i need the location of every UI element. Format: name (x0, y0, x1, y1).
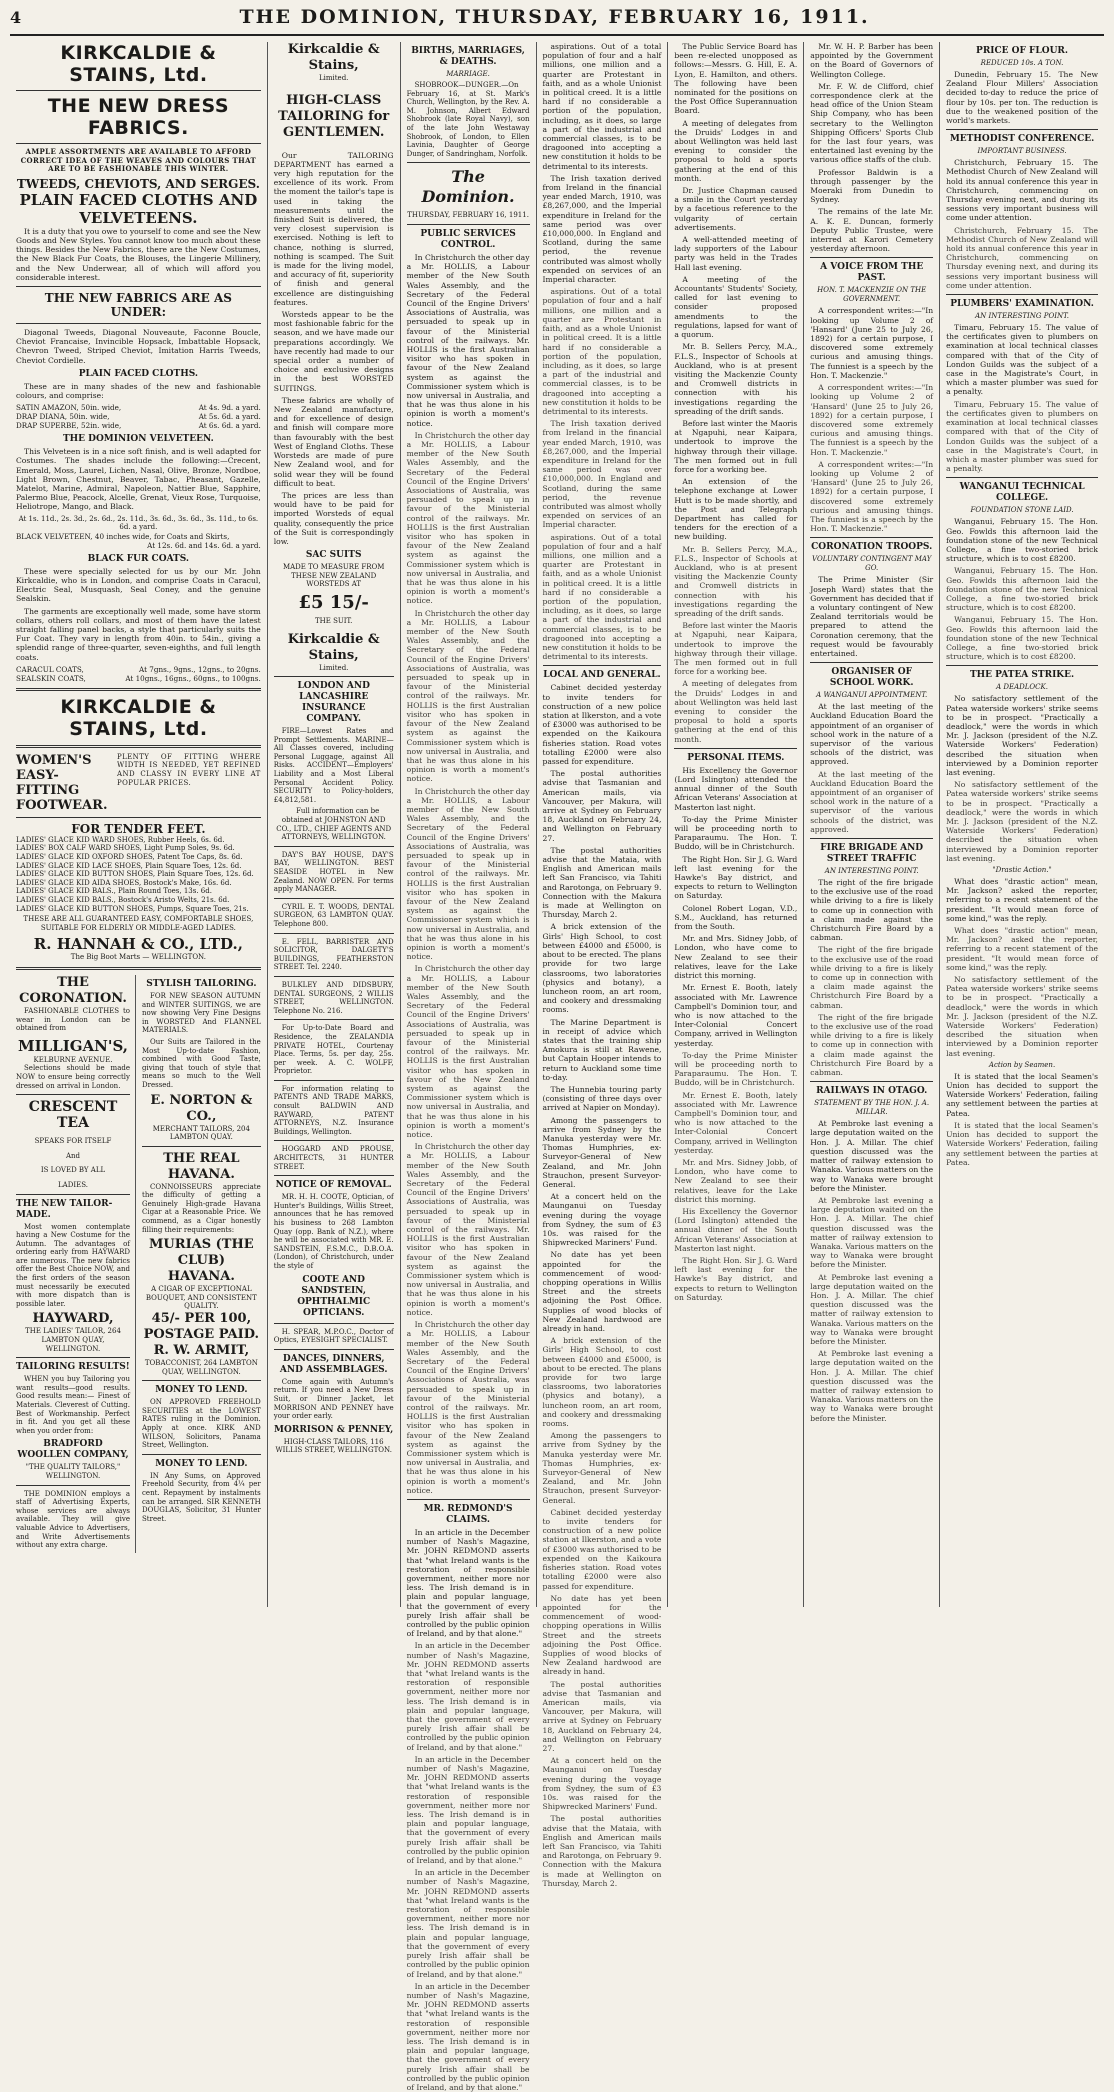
fire-brigade-heading: FIRE BRIGADE AND STREET TRAFFIC (820, 843, 924, 865)
coronation-troops-subheading: VOLUNTARY CONTINGENT MAY GO. (812, 555, 932, 573)
armit-heading: R. W. ARMIT, (153, 1343, 250, 1359)
stylish-text: FOR NEW SEASON AUTUMN and WINTER SUITINGS, we are now showing Very Fine Designs in WORSTED And FLANNEL MATERIALS. (142, 991, 261, 1035)
news-item: A meeting of delegates from the Druids' Lodges in and about Wellington was held last evening to consider the proposal to hold a sports gathering at the end of this month. (674, 679, 798, 744)
new-dress-fabrics-heading: THE NEW DRESS FABRICS. (47, 95, 230, 139)
flour-heading: PRICE OF FLOUR. (976, 46, 1069, 56)
personal-item: Colonel Robert Logan, V.D., S.M., Auckland, has returned from the South. (674, 903, 798, 932)
shoe-item: LADIES' GLACE KID AIDA SHOES, Bostock's Make, 16s. 6d. (16, 878, 232, 887)
wanganui-heading: WANGANUI TECHNICAL COLLEGE. (959, 482, 1085, 504)
crescent-tea-heading: CRESCENT TEA (28, 1099, 118, 1132)
news-item: The postal authorities advise that the Mataia, with English and American mails left San Francisco, via Tahiti and Rarotonga, on February 9. Connection with the Makura is made at Wellington on Thursday, March 2. (542, 845, 662, 920)
redmond-continued: In an article in the December number of Nash's Magazine, Mr. JOHN REDMOND asserts that "what Ireland wants is the restoration of responsible government, neither more nor less. The Irish demand is in plain and popular language, that the government of every purely Irish affair shall be controlled by the public opinion of Ireland, and by that alone." (406, 1754, 530, 1866)
morrison-heading: MORRISON & PENNEY, (274, 1424, 394, 1435)
shoe-item: LADIES' GLACE KID BUTTON SHOES, Plain Square Toes, 12s. 6d. (16, 870, 254, 879)
methodist-text: Christchurch, February 15. The Methodist Church of New Zealand will hold its annual conference this year in Christchurch, commencing on Thursday evening next, and during its sessions very important business will come under attention. (946, 225, 1098, 290)
shoe-item: LADIES' GLACE KID LACE SHOES, Plain Square Toes, 12s. 6d. (16, 861, 242, 870)
news-item: Professor Baldwin is a through passenger by the Moeraki from Dunedin to Sydney. (810, 167, 934, 205)
fire-brigade-text: The right of the fire brigade to the exclusive use of the road while driving to a fire is likely to come up in connection with a claim made against the Christchurch Fire Board by a cabman. (810, 878, 934, 943)
shoe-item: LADIES' GLACE KID WARD SHOES, Rubber Heels, 6s. 6d. (16, 835, 225, 844)
sac-suits-sub: MADE TO MEASURE FROM THESE NEW ZEALAND WORSTEDS AT (282, 563, 385, 589)
news-item: No date has yet been appointed for the commencement of wood-chopping operations in Willis Street and the streets adjoining the Post Office. Supplies of wood blocks of New Zealand hardwood are already in hand. (542, 1250, 662, 1334)
organiser-subheading: A WANGANUI APPOINTMENT. (816, 691, 928, 700)
news-item: The postal authorities advise that Tasmanian and American mails, via Vancouver, per Makura, will arrive at Sydney on February 18, Auckland on February 24, and Wellington on February 27. (542, 1679, 662, 1753)
coronation-ad-text: FASHIONABLE CLOTHES to wear in London can be obtained from (16, 1006, 130, 1033)
money-text: ON APPROVED FREEHOLD SECURITIES at the LOWEST RATES ruling in the Dominion. Apply at once. KIRK AND WILSON, Solicitors, Panama Street, Wellington. (142, 1398, 261, 1450)
editorial-continued: In Christchurch the other day a Mr. HOLLIS, a Labour member of the New South Wales Assembly, and the Secretary of the Federal Council of the Engine Drivers' Associations of Australia, was persuaded to speak up in favour of the Ministerial control of the railways. Mr. HOLLIS is the first Australian visitor who has spoken in favour of the New Zealand system as against the Commissioner system which is now universal in Australia, and that he was thus alone in his opinion is worth a moment's notice. (406, 786, 530, 962)
insurance-text: FIRE—Lowest Rates and Prompt Settlements. MARINE—All Classes covered, including Personal Luggage, against All Risks. ACCIDENT—Employers' Liability and a Most Liberal Personal Accident Policy. SECURITY to Policy-holders, £4,812,581. (273, 727, 394, 804)
sac-suits: SAC SUITS (305, 550, 362, 561)
column-6-news (804, 42, 940, 1607)
organiser-text: At the last meeting of the Auckland Education Board the appointment of an organiser of school work in the nature of a supervisor of the various schools of the district, was approved. (810, 769, 934, 834)
insurance-agents: Full information can be obtained at JOHNSTON AND CO., LTD., CHIEF AGENTS AND ATTORNEYS, WELLINGTON. (276, 807, 392, 842)
wanganui-subheading: FOUNDATION STONE LAID. (970, 506, 1074, 515)
milligans-address: KELBURNE AVENUE. (33, 1055, 113, 1064)
local-general-heading: LOCAL AND GENERAL. (543, 670, 661, 681)
norton-heading: E. NORTON & CO., (150, 1092, 253, 1124)
removal-text: MR. H. H. COOTE, Optician, of Hunter's Buildings, Willis Street, announces that he has removed his business to 268 Lambton Quay (opp. Bank of N.Z.), where he will be associated with MR. E. SANDSTEIN, F.S.M.C., D.B.O.A. (London), of Christchurch, under the style of (273, 1193, 394, 1270)
lower-ads (16, 975, 261, 1553)
kirkcaldie-heading-2: KIRKCALDIE & STAINS, Ltd. (60, 695, 217, 740)
methodist-text: Christchurch, February 15. The Methodist Church of New Zealand will hold its annual conference this year in Christchurch, commencing on Thursday evening next, and during its sessions very important business will come under attention. (946, 158, 1098, 223)
fire-brigade-text: The right of the fire brigade to the exclusive use of the road while driving to a fire is likely to come up in connection with a claim made against the Christchurch Fire Board by a cabman. (810, 945, 934, 1010)
spear-ad: H. SPEAR, M.P.O.C., Doctor of Optics, EYESIGHT SPECIALIST. (273, 1327, 394, 1345)
article-text: The Irish taxation derived from Ireland in the financial year ended March, 1910, was £8,267,000, and the Imperial expenditure in Ireland for the same period was over £10,000,000. In England and Scotland, during the same period, the revenue contributed was almost wholly expended on services of an Imperial character. (542, 173, 662, 285)
new-fabrics-heading: THE NEW FABRICS ARE AS UNDER: (44, 291, 232, 319)
advertising-note: THE DOMINION employs a staff of Advertising Experts, whose services are always available. They will give valuable Advice to Advertisers, and Write Advertisements without any extra charge. (16, 1489, 130, 1550)
coote-heading: COOTE AND SANDSTEIN, OPHTHALMIC OPTICIANS. (297, 1274, 371, 1318)
tailoring-paragraph-3: These fabrics are wholly of New Zealand manufacture, and for excellence of design and finish will compare more than favourably with the best West of England Cloths. These Worsteds are made of pure New Zealand wool, and for solid wear they will be found difficult to beat. (273, 395, 394, 488)
murias-price: 45/- PER 100, POSTAGE PAID. (143, 1311, 260, 1343)
wanganui-text: Wanganui, February 15. The Hon. Geo. Fowlds this afternoon laid the foundation stone of the new Technical College, a fine two-storied brick structure, which is to cost £8200. (946, 566, 1098, 613)
news-item: The Hunnebia touring party (consisting of three days over arrived at Napier on Monday). (542, 1084, 662, 1113)
plumbers-subheading: AN INTERESTING POINT. (975, 312, 1069, 321)
kirkcaldie-tailoring-firm: Kirkcaldie & Stains, (287, 42, 380, 73)
news-item: A meeting of the Accountants' Students' Society, called for last evening to consider proposed amendments to the regulations, lapsed for want of a quorum. (674, 274, 798, 340)
news-item: Mr. B. Sellers Percy, M.A., F.L.S., Inspector of Schools at Auckland, who is at present visiting the Mackenzie County and Cromwell districts in connection with his investigations regarding the spreading of the drift sands. (674, 342, 798, 416)
plain-faced-heading: PLAIN FACED CLOTHS AND VELVETEENS. (19, 190, 258, 227)
births-heading: BIRTHS, MARRIAGES, & DEATHS. (411, 46, 525, 67)
plumbers-heading: PLUMBERS' EXAMINATION. (950, 299, 1094, 310)
voice-subheading: HON. T. MACKENZIE ON THE GOVERNMENT. (817, 286, 927, 304)
personal-heading: PERSONAL ITEMS. (687, 752, 785, 763)
kirkcaldie-firm-2: Kirkcaldie & Stains, (287, 631, 380, 663)
patea-text-2: No satisfactory settlement of the Patea waterside workers' strike seems to be in prospect. "Practically a deadlock," were the words in which Mr. J. Jackson (president of the N.Z. Waterside Workers' Federation) described the situation when interviewed by a Dominion reporter last evening. (946, 975, 1098, 1058)
morrison-sub: HIGH-CLASS TAILORS, 116 WILLIS STREET, WELLINGTON. (275, 1437, 392, 1455)
hoggard-ad: HOGGARD AND PROUSE, ARCHITECTS, 31 HUNTER STREET. (273, 1145, 394, 1171)
norton-sub: MERCHANT TAILORS, 204 LAMBTON QUAY. (152, 1124, 250, 1142)
days-bay-ad: DAY'S BAY HOUSE, DAY'S BAY, WELLINGTON. BEST SEASIDE HOTEL in New Zealand. NOW OPEN. For terms apply MANAGER. (273, 850, 394, 894)
railways-text: At Pembroke last evening a large deputation waited on the Hon. J. A. Millar. The chief question discussed was the matter of railway extension to Wanaka. Various matters on the way to Wanaka were brought before the Minister. (810, 1119, 934, 1193)
news-item: The remains of the late Mr. A. K. E. Duncan, formerly Deputy Public Trustee, were interred at Karori Cemetery yesterday afternoon. (810, 207, 934, 254)
money-heading-2: MONEY TO LEND. (155, 1458, 248, 1469)
stylish-heading: STYLISH TAILORING. (146, 978, 257, 989)
bradford-sub: "THE QUALITY TAILORS," WELLINGTON. (25, 1463, 121, 1480)
news-item: An extension of the telephone exchange at Lower Hutt is to be made shortly, and the Post and Telegraph Department has called for tenders for the erection of a new building. (674, 477, 798, 542)
fell-ad: E. FELL, BARRISTER AND SOLICITOR, DALGETY'S BUILDINGS, FEATHERSTON STREET. Tel. 2240. (273, 937, 394, 972)
shoe-item: LADIES' GLACE KID BALS., Plain Round Toes, 13s. 6d. (16, 887, 212, 896)
personal-item: To-day the Prime Minister will be proceeding north to Paraparaumu. The Hon. T. Buddo, will be in Christchurch. (674, 1050, 798, 1088)
fur-coats-heading: BLACK FUR COATS. (87, 553, 190, 564)
crescent-line: LADIES. (58, 1180, 88, 1189)
patea-text: No satisfactory settlement of the Patea waterside workers' strike seems to be in prospect. "Practically a deadlock," were the words in which Mr. J. Jackson (president of the N.Z. Waterside Workers' Federation) described the situation when interviewed by a Dominion reporter last evening. (946, 694, 1098, 777)
plumbers-text: Timaru, February 15. The value of the certificates given to plumbers on examination at local technical classes compared with that of the City of London Guilds was the subject of a case in the Magistrate's Court, in which a master plumber was sued for a penalty. (946, 323, 1098, 397)
removal-heading: NOTICE OF REMOVAL. (275, 1180, 392, 1191)
armit-sub: TOBACCONIST, 264 LAMBTON QUAY, WELLINGTON. (144, 1359, 258, 1376)
redmond-continued: In an article in the December number of Nash's Magazine, Mr. JOHN REDMOND asserts that "what Ireland wants is the restoration of responsible government, neither more nor less. The Irish demand is in plain and popular language, that the government of every purely Irish affair shall be controlled by the public opinion of Ireland, and by that alone." (406, 1641, 530, 1752)
kirkcaldie-heading: KIRKCALDIE & STAINS, Ltd. (60, 42, 217, 86)
price-row: SATIN AMAZON, 50in. wide, At 4s. 9d. a yard. (16, 403, 261, 413)
railways-heading: RAILWAYS IN OTAGO. (816, 1086, 928, 1097)
news-item: Mr. B. Sellers Percy, M.A., F.L.S., Inspector of Schools at Auckland, who is at present visiting the Mackenzie County and Cromwell districts in connection with his investigations regarding the spreading of the drift sands. (674, 544, 798, 618)
flour-subheading: REDUCED 10s. A TON. (980, 59, 1064, 67)
article-text: aspirations. Out of a total population of four and a half millions, one million and a quarter are Protestant in faith, and as a whole Unionist in political creed. It is a little hard if no considerable a portion of the population, including, as it does, so large a part of the industrial and commercial classes, is to be dragooned into accepting a new constitution it holds to be detrimental to its interests. (542, 42, 662, 171)
murias-heading: MURIAS (THE CLUB) HAVANA. (149, 1237, 254, 1285)
news-item: No date has yet been appointed for the commencement of wood-chopping operations in Willis Street and the streets adjoining the Post Office. Supplies of wood blocks of New Zealand hardwood are already in hand. (542, 1593, 662, 1677)
price-row: DRAP SUPERBE, 52in. wide, At 6s. 6d. a yard. (16, 421, 261, 431)
fabrics-list: Diagonal Tweeds, Diagonal Nouveaute, Faconne Boucle, Cheviot Francaise, Invincible Hopsack, Imbattable Hopsack, Chevron Tweed, Striped Cheviot, Imitation Harris Tweeds, Cheviot Cordielle. (16, 328, 261, 365)
milligans-text: Selections should be made NOW to ensure being correctly dressed on arrival in London. (16, 1064, 130, 1090)
velveteen-paragraph: This Velveteen is in a nice soft finish, and is well adapted for Costumes. The shades include the following:—Crecent, Emerald, Moss, Laurel, Lichen, Nasal, Olive, Bronze, Nordboe, Light Brown, Chestnut, Beaver, Tabac, Pheasant, Gazelle, Matelot, Marine, Admiral, Napoleon, Nattier Blue, Sapphire, Palermo Blue, Peacock, Alcelle, Grenat, Vieux Rose, Turquoise, Heliotrope, Mango, and Black. (16, 447, 261, 512)
columns (10, 42, 1104, 2092)
stylish-text-2: Our Suits are Tailored in the Most Up-to-date Fashion, combined with Good Taste, giving that touch of style that means so much to the Well Dressed. (142, 1037, 261, 1089)
plain-faced-cloths: PLAIN FACED CLOTHS. (78, 368, 199, 379)
news-item: The postal authorities advise that the Mataia, with English and American mails left San Francisco, via Tahiti and Rarotonga, on February 9. Connection with the Makura is made at Wellington on Thursday, March 2. (542, 1814, 662, 1888)
methodist-subheading: IMPORTANT BUSINESS. (977, 147, 1067, 156)
editorial-continued: In Christchurch the other day a Mr. HOLLIS, a Labour member of the New South Wales Assembly, and the Secretary of the Federal Council of the Engine Drivers' Associations of Australia, was persuaded to speak up in favour of the Ministerial control of the railways. Mr. HOLLIS is the first Australian visitor who has spoken in favour of the New Zealand system as against the Commissioner system which is now universal in Australia, and that he was thus alone in his opinion is worth a moment's notice. (406, 430, 530, 606)
news-item: The Public Service Board has been re-elected unopposed as follows:—Messrs. G. Hill, E. A. Lyon, E. Hamilton, and others. The following have been nominated for the positions on the Post Office Superannuation Board. (674, 42, 798, 116)
news-item: Dr. Justice Chapman caused a smile in the Court yesterday by a facetious reference to the vulgarity of certain advertisements. (674, 186, 798, 232)
editorial-continued: In Christchurch the other day a Mr. HOLLIS, a Labour member of the New South Wales Assembly, and the Secretary of the Federal Council of the Engine Drivers' Associations of Australia, was persuaded to speak up in favour of the Ministerial control of the railways. Mr. HOLLIS is the first Australian visitor who has spoken in favour of the New Zealand system as against the Commissioner system which is now universal in Australia, and that he was thus alone in his opinion is worth a moment's notice. (406, 1320, 530, 1495)
personal-item: Mr. and Mrs. Sidney Jobb, of London, who have come to New Zealand to see their relatives, leave for the Lake district this morning. (674, 1157, 798, 1204)
railways-text: At Pembroke last evening a large deputation waited on the Hon. J. A. Millar. The chief question discussed was the matter of railway extension to Wanaka. Various matters on the way to Wanaka were brought before the Minister. (810, 1195, 934, 1270)
news-item: Before last winter the Maoris at Ngapuhi, near Kaipara, undertook to improve the highway through their village. The men formed out in full force for a working bee. (674, 621, 798, 677)
personal-item: Mr. Ernest E. Booth, lately associated with Mr. Lawrence Campbell's Dominion tour, and who is now attached to the Inter-Colonial Concert Company, arrived in Wellington yesterday. (674, 1090, 798, 1155)
fire-brigade-text: The right of the fire brigade to the exclusive use of the road while driving to a fire is likely to come up in connection with a claim made against the Christchurch Fire Board by a cabman. (810, 1012, 934, 1078)
patents-ad: For information relating to PATENTS AND TRADE MARKS, consult BALDWIN AND RAYWARD, PATENT ATTORNEYS, N.Z. Insurance Buildings, Wellington. (273, 1084, 394, 1136)
editorial-heading: PUBLIC SERVICES CONTROL. (420, 228, 516, 250)
price-row: BLACK VELVETEEN, 40 inches wide, for Coats and Skirts, (16, 531, 230, 541)
price-row: At 12s. 6d. and 14s. 6d. a yard. (147, 540, 261, 550)
column-1-advertisements (10, 42, 268, 1607)
redmond-continued: In an article in the December number of Nash's Magazine, Mr. JOHN REDMOND asserts that "what Ireland wants is the restoration of responsible government, neither more nor less. The Irish demand is in plain and popular language, that the government of every purely Irish affair shall be controlled by the public opinion of Ireland, and by that alone." (406, 1981, 530, 2092)
crescent-line: SPEAKS FOR ITSELF (34, 1137, 112, 1146)
redmond-heading: MR. REDMOND'S CLAIMS. (423, 1503, 513, 1525)
personal-item: The Right Hon. Sir J. G. Ward left last evening for the Hawke's Bay district, and expects to return to Wellington on Saturday. (674, 1255, 798, 1302)
fur-paragraph-2: The garments are exceptionally well made, some have storm collars, others roll collars, and most of them have the latest straight falling panel backs, a style that particularly suits the Fur Coat. They vary in length from 40in. to 54in., giving a splendid range of three-quarter, seven-eighths, and full length coats. (16, 606, 261, 662)
column-5-news (668, 42, 804, 1607)
news-item: At a concert held on the Maunganui on Tuesday evening during the voyage from Sydney, the sum of £3 10s. was raised for the Shipwrecked Mariners' Fund. (542, 1756, 662, 1812)
tweeds-heading: TWEEDS, CHEVIOTS, AND SERGES. (16, 176, 260, 191)
bradford-heading: TAILORING RESULTS! (16, 1362, 130, 1373)
article-text: aspirations. Out of a total population of four and a half millions, one million and a quarter are Protestant in faith, and as a whole Unionist in political creed. It is a little hard if no considerable a portion of the population, including, as it does, so large a part of the industrial and commercial classes, is to be dragooned into accepting a new constitution it holds to be detrimental to its interests. (542, 532, 662, 662)
railways-subheading: STATEMENT BY THE HON. J. A. MILLAR. (814, 1099, 930, 1117)
tailor-heading: THE NEW TAILOR-MADE. (16, 1198, 113, 1220)
footwear-ad (16, 753, 261, 813)
redmond-continued: In an article in the December number of Nash's Magazine, Mr. JOHN REDMOND asserts that "what Ireland wants is the restoration of responsible government, neither more nor less. The Irish demand is in plain and popular language, that the government of every purely Irish affair shall be controlled by the public opinion of Ireland, and by that alone." (406, 1868, 530, 1979)
tailoring-paragraph-2: Worsteds appear to be the most fashionable fabric for the season, and we have made our preparations accordingly. We have recently had made to our special order a number of choice and exclusive designs in the best WORSTED SUITINGS. (273, 310, 394, 393)
personal-item: The Right Hon. Sir J. G. Ward left last evening for the Hawke's Bay district, and expects to return to Wellington on Saturday. (674, 854, 798, 901)
shoe-item: LADIES' GLACE KID BALS., Bostock's Aristo Welts, 21s. 6d. (16, 896, 230, 905)
personal-item: Mr. Ernest E. Booth, lately associated with Mr. Lawrence Campbell's Dominion tour, and who is now attached to the Inter-Colonial Concert Company, arrived in Wellington yesterday. (674, 983, 798, 1048)
havana-text: CONNOISSEURS appreciate the difficulty of getting a Genuinely High-grade Havana Cigar at a Reasonable Price. We commend, as a Cigar honestly filling their requirements: (142, 1182, 261, 1234)
insurance-heading: LONDON AND LANCASHIRE INSURANCE COMPANY. (297, 681, 370, 725)
organiser-heading: ORGANISER OF SCHOOL WORK. (829, 667, 914, 689)
patea-text-2: What does "drastic action" mean, Mr. Jackson? asked the reporter, referring to a recent statement of the president. "It would mean force of some kind," was the reply. (946, 877, 1098, 923)
news-item: A well-attended meeting of lady supporters of the Labour party was held in the Trades Hall last evening. (674, 235, 798, 272)
marriage-heading: MARRIAGE. (446, 70, 490, 78)
crescent-line: And (65, 1151, 81, 1160)
voice-text: A correspondent writes:—"In looking up Volume 2 of 'Hansard' (June 25 to July 26, 1892) for a certain purpose, I discovered some extremely curious and amusing things. The funniest is a speech by the Hon. T. Mackenzie." (810, 459, 934, 534)
news-item: Before last winter the Maoris at Ngapuhi, near Kaipara, undertook to improve the highway through their village. The men formed out in full force for a working bee. (674, 418, 798, 474)
firm-sub-2: Limited. (318, 663, 349, 672)
price-row: DRAP DIANA, 50in. wide, At 5s. 6d. a yard. (16, 412, 261, 422)
private-hotel-ad: For Up-to-Date Board and Residence, the ZEALANDIA PRIVATE HOTEL, Courtenay Place. Terms, 5s. per day, 25s. per week. A. C. WOLFF, Proprietor. (273, 1024, 394, 1076)
methodist-heading: METHODIST CONFERENCE. (949, 134, 1095, 145)
hayward-heading: HAYWARD, (32, 1311, 114, 1327)
fur-paragraph: These were specially selected for us by our Mr. John Kirkcaldie, who is in London, and comprise Coats in Caracul, Electric Seal, Musquash, Seal Coney, and the genuine Sealskin. (16, 566, 261, 604)
milligans-heading: MILLIGAN'S, (17, 1036, 128, 1055)
personal-item: Mr. and Mrs. Sidney Jobb, of London, who have come to New Zealand to see their relatives, leave for the Lake district this morning. (674, 934, 798, 981)
news-item: The postal authorities advise that Tasmanian and American mails, via Vancouver, per Makura, will arrive at Sydney on February 18, Auckland on February 24, and Wellington on February 27. (542, 769, 662, 843)
hannah-sub: The Big Boot Marts — WELLINGTON. (70, 953, 206, 962)
coronation-troops-text: The Prime Minister (Sir Joseph Ward) states that the Government has decided that if a voluntary contingent of New Zealand territorials would be prepared to attend the Coronation ceremony, that the request would be favourably entertained. (810, 575, 934, 658)
personal-item: To-day the Prime Minister will be proceeding north to Paraparaumu. The Hon. T. Buddo, will be in Christchurch. (674, 814, 798, 852)
patea-heading: THE PATEA STRIKE. (969, 670, 1075, 681)
marriage-notice: SHOBROOK—DUNGER.—On February 16, at St. Mark's Church, Wellington, by the Rev. A. M. Johnson, Albert Edward Shobrook (late Royal Navy), son of the late John Westaway Shobrook, of London, to Ellen Lavinia, Daughter of George Dunger, of Sandringham, Norfolk. (406, 81, 530, 158)
footwear-tagline: PLENTY OF FITTING WHERE WIDTH IS NEEDED, YET REFINED AND CLASSY IN EVERY LINE AT POPULAR PRICES. (117, 752, 261, 787)
voice-text: A correspondent writes:—"In looking up Volume 2 of 'Hansard' (June 25 to July 26, 1892) for a certain purpose, I discovered some extremely curious and amusing things. The funniest is a speech by the Hon. T. Mackenzie." (810, 383, 934, 457)
tailoring-heading: HIGH-CLASS TAILORING for GENTLEMEN. (278, 92, 390, 140)
velveteen-prices: At 1s. 11d., 2s. 3d., 2s. 6d., 2s. 11d., 3s. 6d., 3s. 6d., 3s. 11d., to 6s. 6d. a yard. (18, 514, 259, 532)
dominion-masthead: The Dominion. (421, 167, 515, 207)
coronation-troops-heading: CORONATION TROOPS. (811, 542, 933, 553)
news-item: Among the passengers to arrive from Sydney by the Manuka yesterday were Mr. Thomas Humphries, ex-Surveyor-General of New Zealand, and Mr. John Strauchon, present Surveyor-General. (542, 1431, 662, 1505)
suit-price: £5 15/- (298, 591, 369, 613)
tailoring-paragraph: Our TAILORING DEPARTMENT has earned a very high reputation for the excellence of its work. From the moment the tailor's tape is used in taking the measurements until the finished Suit is delivered, the very closest supervision is exercised. Nothing is left to chance, nothing is slurred, nothing is scamped. The Suit is made for the living model, and accuracy of fit, superiority of finish and general excellence are distinguishing features. (273, 150, 394, 307)
hayward-sub: THE LADIES' TAILOR, 264 LAMBTON QUAY, WELLINGTON. (25, 1327, 121, 1353)
coronation-ad-heading: THE CORONATION. (19, 974, 127, 1006)
wanganui-text: Wanganui, February 15. The Hon. Geo. Fowlds this afternoon laid the foundation stone of the new Technical College, a fine two-storied brick structure, which is to cost £8200. (946, 615, 1098, 662)
news-item: A meeting of delegates from the Druids' Lodges in and about Wellington was held last evening to consider the proposal to hold a sports gathering at the end of this month. (674, 118, 798, 183)
news-item: The Marine Department is in receipt of advice which states that the training ship Amokura is still at Rawene, but Captain Hooper intends to return to Auckland some time to-day. (542, 1017, 662, 1082)
news-item: At a concert held on the Maunganui on Tuesday evening during the voyage from Sydney, the sum of £3 10s. was raised for the Shipwrecked Mariners' Fund. (542, 1192, 662, 1248)
lower-ads-right (142, 975, 261, 1553)
velveteen-heading: THE DOMINION VELVETEEN. (62, 434, 214, 445)
tailoring-paragraph-4: The prices are less than would have to be paid for imported Worsteds of equal quality, consequently the price of the Suit is correspondingly low. (273, 490, 394, 546)
firm-sub: Limited. (318, 74, 349, 82)
plumbers-text: Timaru, February 15. The value of the certificates given to plumbers on examination at local technical classes compared with that of the City of London Guilds was the subject of a case in the Magistrate's Court, in which a master plumber was sued for a penalty. (946, 399, 1098, 474)
murias-text: A CIGAR OF EXCEPTIONAL BOUQUET, AND CONSISTENT QUALITY. (145, 1285, 257, 1311)
fire-brigade-subheading: AN INTERESTING POINT. (824, 867, 919, 876)
shoe-item: LADIES' BOX CALF WARD SHOES, Light Pump Soles, 9s. 6d. (16, 844, 235, 853)
price-row: CARACUL COATS, At 7gns., 9gns., 12gns., to 20gns. (16, 664, 261, 674)
bulkley-ad: BULKLEY AND DIDSBURY, DENTAL SURGEONS, 2 WILLIS STREET, WELLINGTON. Telephone No. 216. (273, 980, 394, 1015)
news-item: Mr. F. W. de Clifford, chief correspondence clerk at the head office of the Union Steam Ship Company, who has been secretary to the Wellington Shipping Officers' Sports Club for the last four years, was entertained last evening by the various office staffs of the club. (810, 81, 934, 165)
news-item: Cabinet decided yesterday to invite tenders for construction of a new police station at Ilkerston, and a vote of £3000 was authorised to be expended on the Kaikoura fisheries station. Road votes totalling £2000 were also passed for expenditure. (542, 683, 662, 767)
railways-text: At Pembroke last evening a large deputation waited on the Hon. J. A. Millar. The chief question discussed was the matter of railway extension to Wanaka. Various matters on the way to Wanaka were brought before the Minister. (810, 1349, 934, 1423)
flour-text: Dunedin, February 15. The New Zealand Flour Millers' Association decided to-day to reduce the price of flour by 10s. per ton. The reduction is due to the weakened position of the world's markets. (946, 70, 1098, 126)
redmond-text: In an article in the December number of Nash's Magazine, Mr. JOHN REDMOND asserts that "what Ireland wants is the restoration of responsible government, neither more nor less. The Irish demand is in plain and popular language, that the government of every purely Irish affair shall be controlled by the public opinion of Ireland, and by that alone." (406, 1527, 530, 1639)
article-text: aspirations. Out of a total population of four and a half millions, one million and a quarter are Protestant in faith, and as a whole Unionist in political creed. It is a little hard if no considerable a portion of the population, including, as it does, so large a part of the industrial and commercial classes, is to be dragooned into accepting a new constitution it holds to be detrimental to its interests. (542, 287, 662, 416)
patea-subheading: A DEADLOCK. (996, 683, 1048, 692)
patea-text: No satisfactory settlement of the Patea waterside workers' strike seems to be in prospect. "Practically a deadlock," were the words in which Mr. J. Jackson (president of the N.Z. Waterside Workers' Federation) described the situation when interviewed by a Dominion reporter last evening. (946, 780, 1098, 863)
bradford-company: BRADFORD WOOLLEN COMPANY, (17, 1439, 129, 1461)
crescent-line: IS LOVED BY ALL (40, 1166, 106, 1175)
page-number: 4 (10, 8, 22, 27)
masthead-title: THE DOMINION, THURSDAY, FEBRUARY 16, 1911. (239, 6, 870, 28)
fabrics-paragraph: It is a duty that you owe to yourself to come and see the New Goods and New Styles. You cannot know too much about these things. Besides the New Fabrics, there are the New Costumes, the New Black Fur Coats, the Blouses, the Lingerie Millinery, and the New Underwear, all of which will afford you considerable interest. (16, 226, 261, 282)
personal-item: His Excellency the Governor (Lord Islington) attended the annual dinner of the South African Veterans' Association at Masterton last night. (674, 1206, 798, 1253)
shoe-guarantee: THESE ARE ALL GUARANTEED EASY, COMFORTABLE SHOES, SUITABLE FOR ELDERLY OR MIDDLE-AGED LADIES. (23, 915, 254, 932)
editorial-date: THURSDAY, FEBRUARY 16, 1911. (407, 211, 529, 220)
bradford-text: WHEN you buy Tailoring you want results—good results. Good results mean:— Finest of Materials. Cleverest of Cutting. Best of Workmanship. Perfect in fit. And you get all these when you order from: (16, 1375, 130, 1435)
editorial-continued: In Christchurch the other day a Mr. HOLLIS, a Labour member of the New South Wales Assembly, and the Secretary of the Federal Council of the Engine Drivers' Associations of Australia, was persuaded to speak up in favour of the Ministerial control of the railways. Mr. HOLLIS is the first Australian visitor who has spoken in favour of the New Zealand system as against the Commissioner system which is now universal in Australia, and that he was thus alone in his opinion is worth a moment's notice. (406, 964, 530, 1140)
woods-ad: CYRIL E. T. WOODS, DENTAL SURGEON, 63 LAMBTON QUAY. Telephone 800. (273, 902, 394, 928)
editorial-text: In Christchurch the other day a Mr. HOLLIS, a Labour member of the New South Wales Assembly, and the Secretary of the Federal Council of the Engine Drivers' Associations of Australia, was persuaded to speak up in favour of the Ministerial control of the railways. Mr. HOLLIS is the first Australian visitor who has spoken in favour of the New Zealand system as against the Commissioner system which is now universal in Australia, and that he was thus alone in his opinion is worth a moment's notice. (406, 252, 530, 428)
patea-text-2: What does "drastic action" mean, Mr. Jackson? asked the reporter, referring to a recent statement of the president. "It would mean force of some kind," was the reply. (946, 926, 1098, 972)
plain-faced-note: These are in many shades of the new and fashionable colours, and comprise: (16, 381, 261, 401)
railways-text: At Pembroke last evening a large deputation waited on the Hon. J. A. Millar. The chief question discussed was the matter of railway extension to Wanaka. Various matters on the way to Wanaka were brought before the Minister. (810, 1272, 934, 1346)
drastic-subheading: "Drastic Action." (992, 866, 1052, 875)
personal-item: His Excellency the Governor (Lord Islington) attended the annual dinner of the South African Veterans' Association at Masterton last night. (674, 765, 798, 812)
money-heading: MONEY TO LEND. (155, 1385, 248, 1396)
footwear-heading: WOMEN'S EASY-FITTING FOOTWEAR. (16, 752, 108, 813)
patea-text-3: It is stated that the local Seamen's Union has decided to support the Waterside Workers' Federation, failing any settlement between the parties at Patea. (946, 1071, 1098, 1118)
news-item: Mr. W. H. P. Barber has been appointed by the Government on the Board of Governors of Wellington College. (810, 42, 934, 79)
wanganui-text: Wanganui, February 15. The Hon. Geo. Fowlds this afternoon laid the foundation stone of the new Technical College, a fine two-storied brick structure, which is to cost £8200. (946, 517, 1098, 564)
price-row: SEALSKIN COATS, At 10gns., 16gns., 60gns., to 100gns. (16, 673, 261, 683)
editorial-continued: In Christchurch the other day a Mr. HOLLIS, a Labour member of the New South Wales Assembly, and the Secretary of the Federal Council of the Engine Drivers' Associations of Australia, was persuaded to speak up in favour of the Ministerial control of the railways. Mr. HOLLIS is the first Australian visitor who has spoken in favour of the New Zealand system as against the Commissioner system which is now universal in Australia, and that he was thus alone in his opinion is worth a moment's notice. (406, 1142, 530, 1317)
column-4-news (537, 42, 669, 1888)
tailor-text: Most women contemplate having a New Costume for the Autumn. The advantages of ordering early from HAYWARD are numerous. The new fabrics offer the Best Choice NOW, and the first orders of the season must necessarily be executed with more dispatch than is possible later. (16, 1222, 130, 1308)
article-text: The Irish taxation derived from Ireland in the financial year ended March, 1910, was £8,267,000, and the Imperial expenditure in Ireland for the same period was over £10,000,000. In England and Scotland, during the same period, the revenue contributed was almost wholly expended on services of an Imperial character. (542, 419, 662, 530)
tender-feet-heading: FOR TENDER FEET. (71, 821, 206, 836)
column-2-advertisements (268, 42, 401, 1607)
dances-heading: DANCES, DINNERS, AND ASSEMBLAGES. (279, 1353, 388, 1375)
dances-text: Come again with Autumn's return. If you need a New Dress Suit, or Dinner Jacket, let MORRISON AND PENNEY have your order early. (273, 1377, 394, 1421)
organiser-text: At the last meeting of the Auckland Education Board the appointment of an organiser of school work in the nature of a supervisor of the various schools of the district, was approved. (810, 702, 934, 767)
money-text-2: IN Any Sums, on Approved Freehold Security, from 4¼ per cent. Repayment by instalments can be arranged. SIR KENNETH DOUGLAS, Solicitor, 31 Hunter Street. (142, 1471, 261, 1523)
hannah-heading: R. HANNAH & CO., LTD., (33, 935, 243, 954)
masthead (10, 6, 1104, 36)
news-item: Cabinet decided yesterday to invite tenders for construction of a new police station at Ilkerston, and a vote of £3000 was authorised to be expended on the Kaikoura fisheries station. Road votes totalling £2000 were also passed for expenditure. (542, 1507, 662, 1591)
editorial-continued: In Christchurch the other day a Mr. HOLLIS, a Labour member of the New South Wales Assembly, and the Secretary of the Federal Council of the Engine Drivers' Associations of Australia, was persuaded to speak up in favour of the Ministerial control of the railways. Mr. HOLLIS is the first Australian visitor who has spoken in favour of the New Zealand system as against the Commissioner system which is now universal in Australia, and that he was thus alone in his opinion is worth a moment's notice. (406, 608, 530, 784)
news-item: A brick extension of the Girls' High School, to cost between £4000 and £5000, is about to be erected. The plans provide for two large classrooms, two laboratories (physics and botany), a luncheon room, an art room, and cookery and dressmaking rooms. (542, 922, 662, 1015)
havana-heading: THE REAL HAVANA. (163, 1150, 240, 1182)
lower-ads-left (16, 975, 136, 1553)
seamen-subheading: Action by Seamen. (988, 1060, 1056, 1069)
voice-heading: A VOICE FROM THE PAST. (820, 262, 924, 284)
column-3-editorial (401, 42, 537, 2092)
patea-text-3: It is stated that the local Seamen's Union has decided to support the Waterside Workers' Federation, failing any settlement between the parties at Patea. (946, 1120, 1098, 1167)
shoe-item: LADIES' GLACE KID OXFORD SHOES, Patent Toe Caps, 8s. 6d. (16, 853, 243, 862)
news-item: Among the passengers to arrive from Sydney by the Manuka yesterday were Mr. Thomas Humphries, ex-Surveyor-General of New Zealand, and Mr. John Strauchon, present Surveyor-General. (542, 1115, 662, 1189)
suit-price-sub: THE SUIT. (314, 616, 353, 625)
shoe-item: LADIES' GLACE KID BUTTON SHOES, Pumps, Square Toes, 21s. (16, 904, 249, 913)
voice-text: A correspondent writes:—"In looking up Volume 2 of 'Hansard' (June 25 to July 26, 1892) for a certain purpose, I discovered some extremely curious and amusing things. The funniest is a speech by the Hon. T. Mackenzie." (810, 306, 934, 380)
fabrics-intro: AMPLE ASSORTMENTS ARE AVAILABLE TO AFFORD CORRECT IDEA OF THE WEAVES AND COLOURS THAT ARE TO BE FASHIONABLE THIS WINTER. (20, 147, 257, 174)
news-item: A brick extension of the Girls' High School, to cost between £4000 and £5000, is about to be erected. The plans provide for two large classrooms, two laboratories (physics and botany), a luncheon room, an art room, and cookery and dressmaking rooms. (542, 1336, 662, 1429)
column-7-news (940, 42, 1104, 1607)
